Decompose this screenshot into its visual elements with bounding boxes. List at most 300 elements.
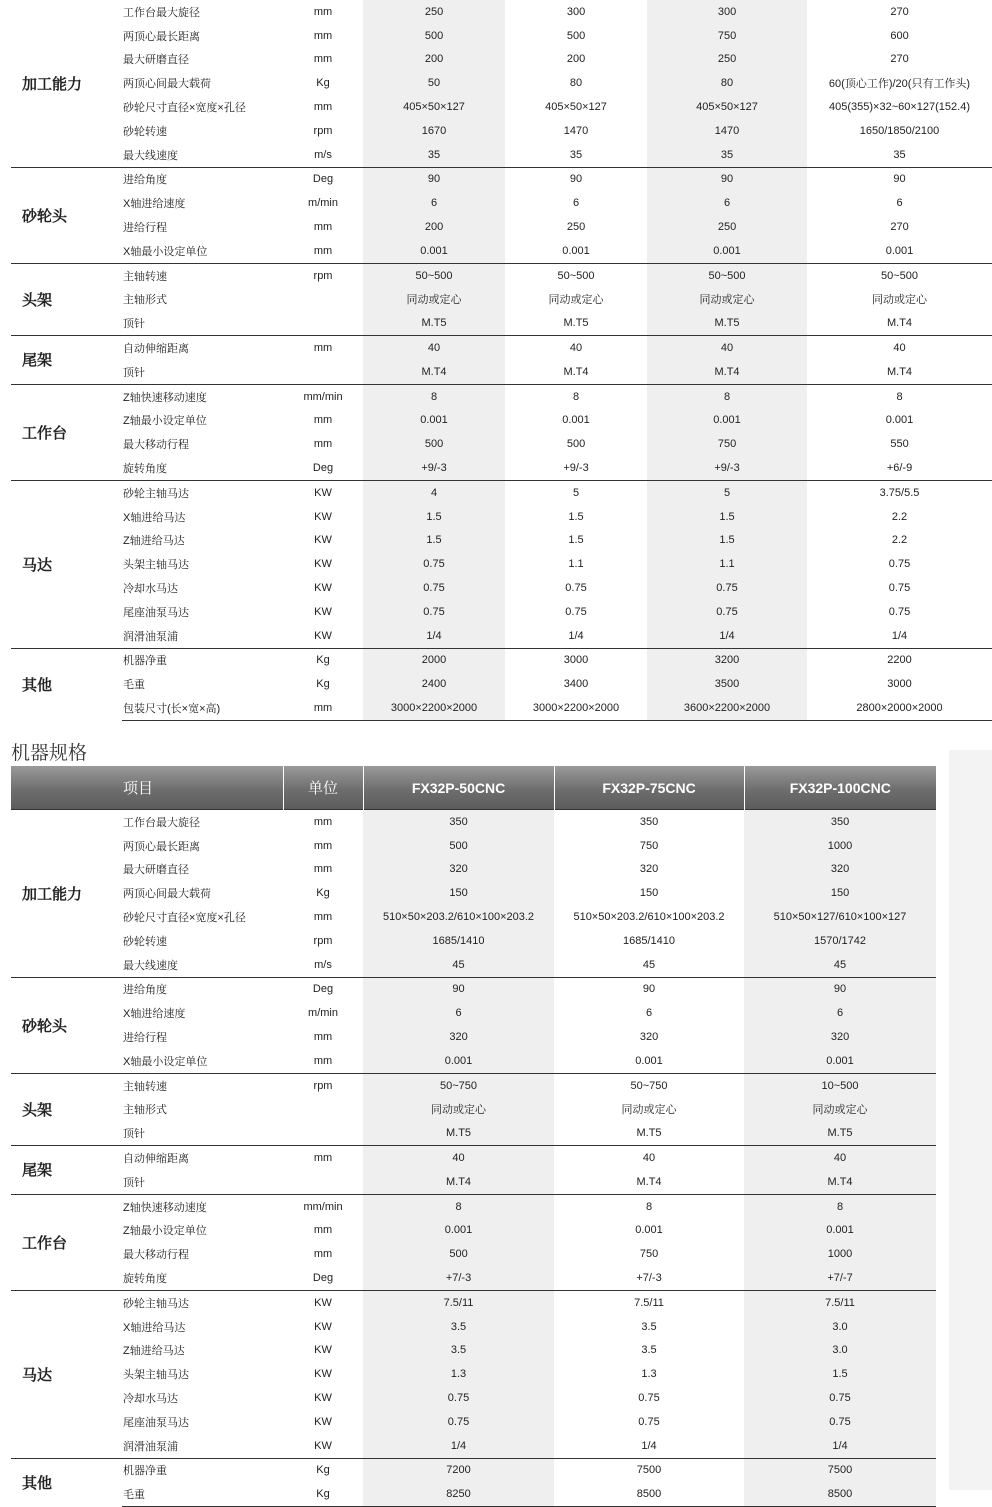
spec-item: 进给行程 — [123, 222, 167, 235]
spec-value: 8 — [505, 384, 647, 408]
table-row — [11, 384, 992, 408]
spec-unit: Kg — [283, 648, 363, 672]
spec-item: Z轴快速移动速度 — [122, 1194, 283, 1218]
spec-value: 8 — [647, 384, 807, 408]
spec-value: 350 — [554, 810, 744, 834]
table-row — [11, 858, 936, 882]
spec-value: 5 — [647, 480, 807, 504]
spec-value: 1470 — [505, 119, 647, 143]
spec-value: 350 — [363, 810, 554, 834]
spec-value: 3000 — [505, 648, 647, 672]
table-row — [11, 810, 936, 834]
table-row — [11, 977, 936, 1001]
spec-item: 砂轮转速 — [123, 125, 167, 138]
spec-value: 90 — [744, 977, 936, 1001]
spec-value: 6 — [505, 191, 647, 215]
spec-value: 同动或定心 — [363, 288, 505, 312]
spec-value: 7.5/11 — [363, 1290, 554, 1314]
spec-value: +9/-3 — [647, 456, 807, 480]
spec-item: 润滑油泵浦 — [122, 1434, 283, 1458]
table-row — [11, 1049, 936, 1073]
table-row — [11, 1098, 936, 1122]
table-row — [11, 432, 992, 456]
table-row — [11, 456, 992, 480]
spec-item: Z轴进给马达 — [123, 535, 185, 548]
spec-value: 1.5 — [505, 505, 647, 529]
spec-value: 3000×2200×2000 — [505, 696, 647, 720]
spec-unit: mm — [313, 29, 333, 42]
spec-value: 500 — [363, 1242, 554, 1266]
spec-value: 0.75 — [363, 576, 505, 600]
spec-value: 1000 — [744, 834, 936, 858]
spec-unit — [283, 1098, 363, 1122]
spec-value: M.T5 — [744, 1121, 936, 1145]
spec-value: 50~750 — [554, 1073, 744, 1097]
spec-value: 550 — [807, 432, 992, 456]
spec-unit: mm — [313, 53, 333, 66]
spec-value: 320 — [363, 858, 554, 882]
spec-unit: mm — [283, 239, 363, 263]
table-row — [11, 648, 992, 672]
table-row — [11, 1458, 936, 1482]
table-row — [11, 881, 936, 905]
spec-value: +9/-3 — [505, 456, 647, 480]
spec-item: 进给角度 — [122, 167, 283, 191]
spec-value: 0.001 — [807, 239, 992, 263]
header-model: FX32P-50CNC — [363, 766, 554, 810]
spec-value: 270 — [807, 48, 992, 72]
header-model: FX32P-100CNC — [744, 766, 936, 810]
spec-value: 250 — [505, 215, 647, 239]
spec-value: 40 — [744, 1146, 936, 1170]
spec-unit: Kg — [283, 1482, 363, 1506]
spec-value: M.T5 — [363, 1121, 554, 1145]
spec-value: 2800×2000×2000 — [807, 696, 992, 720]
spec-value: 0.75 — [505, 576, 647, 600]
spec-item: X轴进给速度 — [123, 1008, 186, 1021]
table-row — [11, 191, 992, 215]
spec-value: 270 — [807, 0, 992, 24]
spec-unit: Deg — [283, 167, 363, 191]
spec-unit: mm — [313, 1224, 333, 1237]
spec-value: M.T4 — [363, 1170, 554, 1194]
spec-value: 90 — [807, 167, 992, 191]
table-row — [11, 288, 992, 312]
spec-value: 1685/1410 — [363, 929, 554, 953]
spec-value: 1650/1850/2100 — [807, 119, 992, 143]
spec-item: 尾座油泵马达 — [123, 606, 189, 619]
spec-value: 3.75/5.5 — [807, 480, 992, 504]
spec-value: 3.0 — [744, 1315, 936, 1339]
spec-value: 同动或定心 — [647, 288, 807, 312]
spec-item: 旋转角度 — [122, 1266, 283, 1290]
spec-value: 3.0 — [744, 1339, 936, 1363]
spec-unit: Kg — [283, 1458, 363, 1482]
spec-unit: rpm — [283, 1073, 363, 1097]
spec-item: 机器净重 — [122, 1458, 283, 1482]
spec-value: 0.001 — [505, 409, 647, 433]
spec-item: 自动伸缩距离 — [122, 1146, 283, 1170]
spec-item: 包装尺寸(长×宽×高) — [122, 696, 283, 720]
spec-value: 750 — [554, 834, 744, 858]
spec-item: 主轴转速 — [122, 1073, 283, 1097]
table-row — [11, 409, 992, 433]
category-label: 加工能力 — [11, 810, 122, 978]
spec-unit: mm — [313, 839, 333, 852]
table-row — [11, 1290, 936, 1314]
spec-value: 3600×2200×2000 — [647, 696, 807, 720]
spec-value: 0.001 — [807, 409, 992, 433]
spec-value: 1.5 — [744, 1362, 936, 1386]
spec-value: M.T5 — [363, 311, 505, 335]
spec-value: M.T4 — [554, 1170, 744, 1194]
spec-value: 3200 — [647, 648, 807, 672]
category-label: 头架 — [11, 263, 122, 335]
spec-value: 510×50×203.2/610×100×203.2 — [363, 905, 554, 929]
spec-value: 同动或定心 — [554, 1098, 744, 1122]
spec-item: 顶针 — [122, 1121, 283, 1145]
spec-value: 7200 — [363, 1458, 554, 1482]
spec-unit: KW — [314, 510, 332, 523]
spec-unit: mm — [283, 0, 363, 24]
spec-value: M.T4 — [807, 311, 992, 335]
spec-value: 500 — [505, 24, 647, 48]
spec-item: X轴进给马达 — [123, 511, 186, 524]
spec-value: 320 — [554, 858, 744, 882]
spec-value: 1000 — [744, 1242, 936, 1266]
header-unit: 单位 — [283, 766, 363, 810]
spec-value: 750 — [554, 1242, 744, 1266]
spec-value: 40 — [554, 1146, 744, 1170]
spec-value: 1/4 — [647, 624, 807, 648]
spec-value: 0.001 — [554, 1219, 744, 1243]
spec-value: 40 — [647, 336, 807, 360]
spec-value: 0.75 — [807, 552, 992, 576]
table-row — [11, 505, 992, 529]
spec-item: X轴进给速度 — [123, 198, 186, 211]
header-model: FX32P-75CNC — [554, 766, 744, 810]
category-label: 工作台 — [11, 1194, 122, 1290]
table-row — [11, 119, 992, 143]
category-label: 马达 — [11, 1290, 122, 1458]
table-row — [11, 1025, 936, 1049]
spec-value: 2000 — [363, 648, 505, 672]
spec-value: 90 — [554, 977, 744, 1001]
spec-value: 500 — [363, 834, 554, 858]
category-label: 其他 — [11, 648, 122, 720]
category-label: 砂轮头 — [11, 167, 122, 263]
table-row — [11, 239, 992, 263]
spec-value: 1.1 — [647, 552, 807, 576]
spec-value: 6 — [647, 191, 807, 215]
table-row — [11, 480, 992, 504]
spec-value: 500 — [363, 432, 505, 456]
table-row — [11, 311, 992, 335]
table-row — [11, 48, 992, 72]
table-row — [11, 1170, 936, 1194]
spec-item: 尾座油泵马达 — [123, 1416, 189, 1429]
spec-value: 1470 — [647, 119, 807, 143]
spec-item: 主轴形式 — [123, 1104, 167, 1117]
spec-unit: mm — [313, 101, 333, 114]
spec-value: 0.75 — [647, 576, 807, 600]
spec-value: 35 — [647, 143, 807, 167]
spec-value: 50 — [363, 71, 505, 95]
category-label: 工作台 — [11, 384, 122, 480]
spec-value: M.T5 — [554, 1121, 744, 1145]
spec-item: 进给行程 — [123, 1032, 167, 1045]
spec-value: 40 — [363, 1146, 554, 1170]
spec-item: 旋转角度 — [122, 456, 283, 480]
spec-unit: mm — [313, 414, 333, 427]
spec-value: 1.3 — [554, 1362, 744, 1386]
spec-item: 最大线速度 — [122, 143, 283, 167]
spec-value: 3400 — [505, 672, 647, 696]
spec-value: 0.75 — [363, 1386, 554, 1410]
spec-value: 500 — [505, 432, 647, 456]
spec-value: 80 — [647, 71, 807, 95]
spec-unit: KW — [314, 605, 332, 618]
spec-value: 150 — [363, 881, 554, 905]
spec-value: 1/4 — [505, 624, 647, 648]
spec-value: 0.001 — [744, 1219, 936, 1243]
spec-value: 0.75 — [807, 576, 992, 600]
spec-item: 冷却水马达 — [123, 1393, 178, 1406]
spec-value: 8 — [744, 1194, 936, 1218]
spec-item: Z轴进给马达 — [123, 1345, 185, 1358]
spec-value: 510×50×203.2/610×100×203.2 — [554, 905, 744, 929]
spec-unit: rpm — [313, 934, 333, 947]
spec-unit — [283, 1170, 363, 1194]
spec-value: +9/-3 — [363, 456, 505, 480]
spec-value: 90 — [363, 167, 505, 191]
spec-value: 7500 — [744, 1458, 936, 1482]
section-title: 机器规格 — [11, 742, 88, 764]
spec-value: 80 — [505, 71, 647, 95]
spec-value: 1/4 — [363, 624, 505, 648]
spec-unit: rpm — [283, 263, 363, 287]
table-header-row — [11, 766, 936, 810]
spec-unit: mm — [313, 911, 333, 924]
spec-item: 头架主轴马达 — [123, 1369, 189, 1382]
table-row — [11, 529, 992, 553]
spec-value: 0.001 — [363, 239, 505, 263]
category-label: 其他 — [11, 1458, 122, 1507]
table-row — [11, 336, 992, 360]
table-row — [11, 167, 992, 191]
table-row — [11, 929, 936, 953]
spec-value: 3500 — [647, 672, 807, 696]
spec-value: 0.001 — [363, 1049, 554, 1073]
category-label: 头架 — [11, 1073, 122, 1145]
spec-item: 两顶心间最大载荷 — [123, 888, 211, 901]
spec-value: 8500 — [744, 1482, 936, 1506]
table-row — [11, 1434, 936, 1458]
spec-value: 0.75 — [505, 600, 647, 624]
table-row — [11, 953, 936, 977]
spec-unit: Deg — [283, 977, 363, 1001]
spec-value: 510×50×127/610×100×127 — [744, 905, 936, 929]
spec-table-fx20p — [11, 0, 992, 721]
category-label: 尾架 — [11, 336, 122, 385]
spec-value: M.T5 — [647, 311, 807, 335]
spec-value: 8500 — [554, 1482, 744, 1506]
spec-value: 500 — [363, 24, 505, 48]
spec-value: 1685/1410 — [554, 929, 744, 953]
table-row — [11, 600, 992, 624]
spec-value: 6 — [363, 191, 505, 215]
spec-item: 最大研磨直径 — [123, 54, 189, 67]
spec-unit: KW — [283, 624, 363, 648]
spec-value: 50~500 — [363, 263, 505, 287]
spec-value: 90 — [647, 167, 807, 191]
spec-value: 1.3 — [363, 1362, 554, 1386]
spec-item: 头架主轴马达 — [123, 559, 189, 572]
spec-value: 同动或定心 — [505, 288, 647, 312]
spec-value: 0.75 — [647, 600, 807, 624]
table-row — [11, 0, 992, 24]
table-row — [11, 1339, 936, 1363]
spec-value: 0.001 — [363, 1219, 554, 1243]
table-row — [11, 1073, 936, 1097]
spec-value: 同动或定心 — [744, 1098, 936, 1122]
spec-value: 3000×2200×2000 — [363, 696, 505, 720]
spec-unit: KW — [283, 480, 363, 504]
spec-value: 2400 — [363, 672, 505, 696]
spec-unit: KW — [314, 1320, 332, 1333]
spec-value: 3.5 — [554, 1315, 744, 1339]
spec-value: 35 — [363, 143, 505, 167]
spec-unit: mm/min — [283, 384, 363, 408]
spec-unit: mm — [283, 336, 363, 360]
spec-value: 1670 — [363, 119, 505, 143]
table-row — [11, 1194, 936, 1218]
table-row — [11, 1315, 936, 1339]
spec-item: X轴最小设定单位 — [122, 239, 283, 263]
spec-value: 60(顶心工作)/20(只有工作头) — [807, 71, 992, 95]
table-row — [11, 1242, 936, 1266]
spec-item: 工作台最大旋径 — [122, 0, 283, 24]
spec-value: 0.001 — [505, 239, 647, 263]
table-row — [11, 624, 992, 648]
spec-value: 35 — [807, 143, 992, 167]
spec-unit: Kg — [316, 887, 330, 900]
spec-item: 两顶心最长距离 — [123, 30, 200, 43]
spec-unit: m/min — [308, 1007, 338, 1020]
spec-value: 3.5 — [363, 1339, 554, 1363]
spec-item: 砂轮尺寸直径×宽度×孔径 — [123, 102, 246, 115]
spec-value: 35 — [505, 143, 647, 167]
category-label: 马达 — [11, 480, 122, 648]
spec-item: 主轴转速 — [122, 263, 283, 287]
table-row — [11, 95, 992, 119]
spec-item: 两顶心最长距离 — [123, 840, 200, 853]
table-row — [11, 1410, 936, 1434]
spec-unit: mm — [313, 1248, 333, 1261]
spec-unit: mm — [283, 810, 363, 834]
spec-value: 0.001 — [647, 409, 807, 433]
spec-item: 最大移动行程 — [123, 439, 189, 452]
spec-item: 工作台最大旋径 — [122, 810, 283, 834]
spec-item: 最大移动行程 — [123, 1249, 189, 1262]
spec-value: 40 — [363, 336, 505, 360]
spec-value: 2.2 — [807, 529, 992, 553]
spec-unit: m/s — [283, 953, 363, 977]
spec-value: 50~500 — [807, 263, 992, 287]
spec-item: 主轴形式 — [123, 294, 167, 307]
table-row — [11, 1219, 936, 1243]
spec-value: 7.5/11 — [744, 1290, 936, 1314]
spec-item: 机器净重 — [122, 648, 283, 672]
category-label: 尾架 — [11, 1146, 122, 1195]
spec-value: 1.5 — [363, 505, 505, 529]
spec-value: 0.001 — [647, 239, 807, 263]
spec-value: 300 — [647, 0, 807, 24]
spec-item: 砂轮主轴马达 — [122, 1290, 283, 1314]
spec-value: M.T4 — [363, 360, 505, 384]
spec-value: 同动或定心 — [363, 1098, 554, 1122]
spec-item: 润滑油泵浦 — [122, 624, 283, 648]
spec-value: 6 — [744, 1001, 936, 1025]
spec-value: 8 — [363, 384, 505, 408]
table-row — [11, 1266, 936, 1290]
spec-value: 2200 — [807, 648, 992, 672]
spec-item: X轴进给马达 — [123, 1321, 186, 1334]
table-row — [11, 905, 936, 929]
spec-value: 300 — [505, 0, 647, 24]
spec-table-fx32p — [11, 766, 936, 1507]
table-row — [11, 1386, 936, 1410]
spec-value: 6 — [807, 191, 992, 215]
spec-unit: Kg — [316, 678, 330, 691]
spec-unit: KW — [314, 558, 332, 571]
spec-item: 最大线速度 — [122, 953, 283, 977]
spec-value: 90 — [363, 977, 554, 1001]
spec-value: 320 — [744, 858, 936, 882]
spec-unit: rpm — [313, 124, 333, 137]
spec-unit — [283, 1121, 363, 1145]
spec-value: 1.5 — [647, 505, 807, 529]
spec-value: 250 — [647, 48, 807, 72]
spec-value: 1.1 — [505, 552, 647, 576]
spec-value: 405×50×127 — [647, 95, 807, 119]
spec-item: 两顶心间最大载荷 — [123, 78, 211, 91]
spec-value: 0.75 — [744, 1410, 936, 1434]
spec-item: Z轴最小设定单位 — [123, 415, 207, 428]
category-label: 加工能力 — [11, 0, 122, 167]
spec-value: +6/-9 — [807, 456, 992, 480]
table-row — [11, 1362, 936, 1386]
spec-value: 750 — [647, 24, 807, 48]
spec-item: 最大研磨直径 — [123, 864, 189, 877]
spec-value: 7.5/11 — [554, 1290, 744, 1314]
spec-item: 顶针 — [122, 360, 283, 384]
spec-value: 50~750 — [363, 1073, 554, 1097]
spec-unit: m/min — [308, 197, 338, 210]
spec-value: 8 — [554, 1194, 744, 1218]
spec-unit: mm — [313, 1031, 333, 1044]
table-row — [11, 143, 992, 167]
spec-value: +7/-7 — [744, 1266, 936, 1290]
spec-unit: Deg — [283, 1266, 363, 1290]
table-row — [11, 24, 992, 48]
spec-unit — [283, 360, 363, 384]
table-row — [11, 834, 936, 858]
spec-value: 10~500 — [744, 1073, 936, 1097]
spec-value: 3.5 — [554, 1339, 744, 1363]
side-panel — [949, 750, 992, 1490]
spec-value: 320 — [554, 1025, 744, 1049]
